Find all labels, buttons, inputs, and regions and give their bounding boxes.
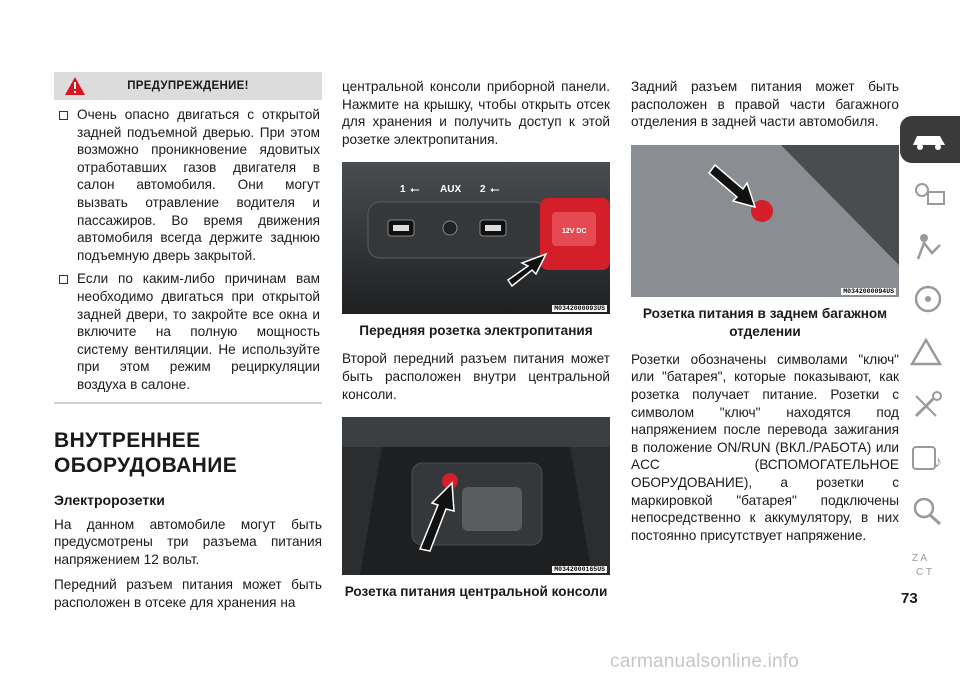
warning-lights-icon [910,178,948,208]
bullet-square-icon [59,275,68,284]
index-icon [910,549,948,579]
body-paragraph: центральной консоли приборной панели. Нажмите на крышку, чтобы открыть отсек для хранения и получить доступ к этой розетке электропитания. [342,79,610,147]
figure-caption: Розетка питания центральной консоли [344,584,608,600]
figure-caption: Розетка питания в заднем багажном отделении [642,305,888,339]
tab-airbag[interactable] [900,222,960,269]
usb-icon: ⭠ [490,182,500,197]
bullet-square-icon [59,111,68,120]
tab-index[interactable] [900,540,960,587]
section-title: ВНУТРЕННЕЕ ОБОРУДОВАНИЕ [54,428,238,477]
column-right [631,78,899,544]
tab-road-warning[interactable] [900,328,960,375]
tab-search[interactable] [900,487,960,534]
warning-triangle-icon [64,76,86,96]
service-tools-icon [910,390,948,420]
warning-item [56,270,320,393]
tab-service[interactable] [900,381,960,428]
figure-code: M0342000165US [554,566,605,574]
airbag-person-icon [910,231,948,261]
rear-power-outlet-photo [631,145,899,297]
port-1-label: 1 [400,184,406,196]
svg-text:Z A: Z A [912,552,928,564]
figure-code: M0342000094US [843,287,894,295]
subsection-title: Электророзетки [54,491,165,508]
warning-item-text: Если по каким-либо причинам вам необходимо двигаться при открытой задней двери, то закройте все окна и включите на полную мощность систему вентиляции. Не используйте при этом режим рециркуляции воздуха в салоне. [77,271,320,392]
warning-box [54,72,322,404]
warning-title: ПРЕДУПРЕЖДЕНИЕ! [127,80,249,92]
car-icon [910,128,948,152]
figure-caption: Передняя розетка электропитания [359,323,593,339]
warning-item-text: Очень опасно двигаться с открытой задней подъемной дверью. При этом возможно проникновение ядовитых отработавших газов двигателя в салон автомобиля. Они могут вызвать отравление водителя и пассажиров. Во время движения автомобиля всегда держите заднюю подъемную дверь закрытой. [77,107,320,263]
console-power-outlet-photo [342,417,610,575]
page-number: 73 [901,590,918,607]
usb-icon: ⭠ [410,182,420,197]
front-outlet-illustration [342,162,610,314]
port-2-label: 2 [480,184,486,196]
body-paragraph: На данном автомобиле могут быть предусмотрены три разъема питания напряжением 12 вольт. [54,516,322,567]
figure-code: M0342000093US [554,305,605,313]
socket-label: 12V DC [562,228,587,236]
console-outlet-illustration [342,417,610,575]
warning-item [56,106,320,264]
multimedia-icon [910,443,948,473]
rear-outlet-illustration [631,145,899,297]
tab-warning-lights[interactable] [900,169,960,216]
body-paragraph: Задний разъем питания может быть расположен в правой части багажного отделения в задней части автомобиля. [631,79,899,130]
road-warning-icon [910,337,948,367]
svg-text:♪: ♪ [934,453,942,471]
body-paragraph: Второй передний разъем питания может быть расположен внутри центральной консоли. [342,351,610,402]
body-paragraph: Передний разъем питания может быть расположен в отсеке для хранения на [54,577,322,610]
column-left [54,72,322,611]
body-paragraph: Розетки обозначены символами "ключ" или "батарея", которые показывают, как розетка получает питание. Розетки с символом "ключ" находятся под напряжением после перевода зажигания в положение ON/RUN (ВКЛ./РАБОТА) или ACC (ВСПОМОГАТЕЛЬНОЕ ОБОРУДОВАНИЕ), а розетки с маркировкой "батарея" подключены непосредственно к аккумулятору, в них постоянно присутствует напряжение. [631,351,899,543]
warning-header [54,72,322,100]
search-icon [910,496,948,526]
column-middle [342,78,610,611]
tab-multimedia[interactable] [900,434,960,481]
aux-label: AUX [440,184,462,196]
chapter-tabs [900,116,960,593]
tab-car[interactable] [900,116,960,163]
tab-steering[interactable] [900,275,960,322]
steering-wheel-icon [910,284,948,314]
watermark: carmanualsonline.info [610,651,800,672]
warning-body [54,100,322,404]
front-power-outlet-photo [342,162,610,314]
svg-text:C T: C T [916,566,932,578]
